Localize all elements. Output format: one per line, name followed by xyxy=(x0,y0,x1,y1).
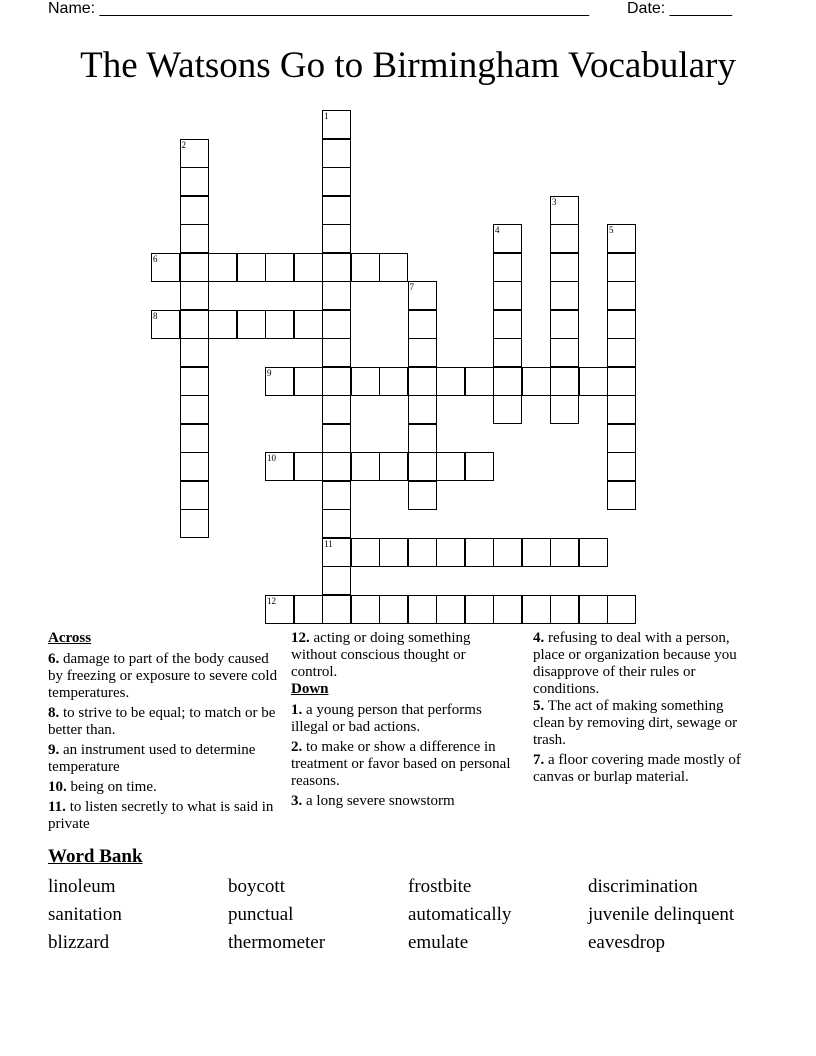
crossword-cell[interactable] xyxy=(607,310,636,339)
crossword-cell[interactable] xyxy=(493,281,522,310)
crossword-cell[interactable] xyxy=(379,595,408,624)
crossword-cell[interactable] xyxy=(180,281,209,310)
crossword-cell[interactable] xyxy=(436,595,465,624)
clue-number-8: 8 xyxy=(153,310,158,321)
crossword-cell[interactable] xyxy=(550,253,579,282)
crossword-cell[interactable] xyxy=(436,538,465,567)
crossword-cell[interactable] xyxy=(465,367,494,396)
clue-down-7: 7. a floor covering made mostly of canvas or burlap material. xyxy=(533,752,741,785)
crossword-cell[interactable] xyxy=(180,395,209,424)
crossword-cell[interactable] xyxy=(379,253,408,282)
crossword-cell[interactable] xyxy=(322,424,351,453)
crossword-cell[interactable] xyxy=(408,452,437,481)
clue-number-4: 4 xyxy=(495,225,500,235)
crossword-cell[interactable] xyxy=(351,367,380,396)
crossword-cell[interactable] xyxy=(180,481,209,510)
crossword-cell[interactable] xyxy=(579,538,608,567)
crossword-cell[interactable] xyxy=(607,595,636,624)
crossword-cell[interactable] xyxy=(607,367,636,396)
clue-down-3: 3. a long severe snowstorm xyxy=(291,793,455,809)
word-bank-item: frostbite xyxy=(408,876,472,897)
crossword-cell[interactable] xyxy=(436,452,465,481)
crossword-cell[interactable] xyxy=(322,196,351,225)
crossword-cell[interactable] xyxy=(180,224,209,253)
crossword-cell[interactable] xyxy=(550,367,579,396)
crossword-cell[interactable] xyxy=(351,595,380,624)
crossword-cell[interactable] xyxy=(351,538,380,567)
crossword-cell[interactable] xyxy=(493,253,522,282)
word-bank-item: thermometer xyxy=(228,932,326,953)
clue-number-5: 5 xyxy=(609,225,614,235)
crossword-cell[interactable] xyxy=(208,310,237,339)
crossword-cell[interactable] xyxy=(322,481,351,510)
crossword-cell[interactable] xyxy=(351,253,380,282)
crossword-cell[interactable] xyxy=(322,367,351,396)
crossword-cell[interactable] xyxy=(322,338,351,367)
clue-across-11: 11. to listen secretly to what is said in private xyxy=(48,799,274,832)
crossword-cell[interactable] xyxy=(294,595,323,624)
crossword-cell[interactable] xyxy=(408,595,437,624)
crossword-cell[interactable] xyxy=(408,395,437,424)
word-bank-item: discrimination xyxy=(588,876,698,897)
crossword-cell[interactable] xyxy=(493,310,522,339)
clue-number-7: 7 xyxy=(409,282,414,292)
word-bank-item: emulate xyxy=(408,932,469,953)
crossword-cell[interactable] xyxy=(408,481,437,510)
crossword-cell[interactable] xyxy=(379,452,408,481)
crossword-cell[interactable] xyxy=(180,452,209,481)
word-bank-title: Word Bank xyxy=(48,846,143,867)
crossword-cell[interactable] xyxy=(607,253,636,282)
crossword-cell[interactable] xyxy=(607,481,636,510)
crossword-cell[interactable] xyxy=(493,395,522,424)
clue-across-6: 6. damage to part of the body caused by freezing or exposure to severe cold temperatures. xyxy=(48,651,278,701)
crossword-cell[interactable] xyxy=(351,452,380,481)
crossword-cell[interactable] xyxy=(180,424,209,453)
clue-number-10: 10 xyxy=(267,453,276,463)
clue-down-4: 4. refusing to deal with a person, place or organization because you disapprove of their rules or conditions. xyxy=(533,630,737,697)
word-bank-item: punctual xyxy=(228,904,294,925)
crossword-cell[interactable] xyxy=(493,338,522,367)
word-bank-item: eavesdrop xyxy=(588,932,666,953)
crossword-cell[interactable] xyxy=(408,538,437,567)
clue-across-9: 9. an instrument used to determine temperature xyxy=(48,742,256,775)
crossword-cell[interactable] xyxy=(550,338,579,367)
crossword-cell[interactable] xyxy=(322,253,351,282)
crossword-cell[interactable] xyxy=(265,253,294,282)
crossword-cell[interactable] xyxy=(180,509,209,538)
crossword-cell[interactable] xyxy=(550,395,579,424)
crossword-cell[interactable] xyxy=(550,538,579,567)
clue-across-8: 8. to strive to be equal; to match or be better than. xyxy=(48,705,276,738)
word-bank-item: automatically xyxy=(408,904,512,925)
crossword-cell[interactable] xyxy=(237,253,266,282)
crossword-cell[interactable] xyxy=(379,538,408,567)
crossword-cell[interactable] xyxy=(465,452,494,481)
clue-across-12: 12. acting or doing something without conscious thought or control. xyxy=(291,630,471,680)
crossword-cell[interactable] xyxy=(436,367,465,396)
crossword-cell[interactable] xyxy=(493,595,522,624)
clue-number-9: 9 xyxy=(267,367,272,378)
clue-number-1: 1 xyxy=(324,111,329,121)
across-heading: Across xyxy=(48,630,92,646)
crossword-cell[interactable] xyxy=(408,367,437,396)
crossword-cell[interactable] xyxy=(322,224,351,253)
word-bank-item: blizzard xyxy=(48,932,110,953)
crossword-cell[interactable] xyxy=(180,367,209,396)
page-title: The Watsons Go to Birmingham Vocabulary xyxy=(80,45,736,86)
word-bank-item: juvenile delinquent xyxy=(588,904,735,925)
crossword-cell[interactable] xyxy=(322,139,351,168)
date-field-label: Date: _______ xyxy=(627,0,732,17)
crossword-cell[interactable] xyxy=(237,310,266,339)
crossword-cell[interactable] xyxy=(607,281,636,310)
crossword-cell[interactable] xyxy=(579,367,608,396)
clue-column-2 xyxy=(291,630,511,813)
clue-column-1 xyxy=(48,630,280,836)
crossword-cell[interactable] xyxy=(180,310,209,339)
crossword-cell[interactable] xyxy=(322,395,351,424)
down-heading: Down xyxy=(291,681,329,697)
crossword-cell[interactable] xyxy=(522,538,551,567)
crossword-cell[interactable] xyxy=(550,224,579,253)
crossword-cell[interactable] xyxy=(493,367,522,396)
crossword-cell[interactable] xyxy=(408,424,437,453)
crossword-cell[interactable] xyxy=(180,167,209,196)
clue-number-2: 2 xyxy=(181,139,186,150)
crossword-cell[interactable] xyxy=(265,310,294,339)
clue-number-3: 3 xyxy=(552,196,557,207)
crossword-cell[interactable] xyxy=(294,367,323,396)
crossword-cell[interactable] xyxy=(550,595,579,624)
crossword-cell[interactable] xyxy=(465,595,494,624)
crossword-cell[interactable] xyxy=(607,452,636,481)
crossword-cell[interactable] xyxy=(322,310,351,339)
crossword-cell[interactable] xyxy=(607,424,636,453)
crossword-cell[interactable] xyxy=(180,253,209,282)
crossword-cell[interactable] xyxy=(522,595,551,624)
word-bank-item: sanitation xyxy=(48,904,122,925)
clue-down-1: 1. a young person that performs illegal or bad actions. xyxy=(291,702,482,735)
crossword-cell[interactable] xyxy=(322,595,351,624)
clue-across-10: 10. being on time. xyxy=(48,779,157,795)
crossword-cell[interactable] xyxy=(322,167,351,196)
crossword-cell[interactable] xyxy=(322,509,351,538)
crossword-cell[interactable] xyxy=(322,566,351,595)
clue-column-3 xyxy=(533,630,758,789)
crossword-cell[interactable] xyxy=(493,538,522,567)
crossword-cell[interactable] xyxy=(379,367,408,396)
crossword-cell[interactable] xyxy=(322,452,351,481)
clue-number-12: 12 xyxy=(267,595,276,606)
crossword-cell[interactable] xyxy=(294,452,323,481)
crossword-cell[interactable] xyxy=(607,395,636,424)
crossword-cell[interactable] xyxy=(522,367,551,396)
crossword-cell[interactable] xyxy=(550,310,579,339)
crossword-cell[interactable] xyxy=(607,338,636,367)
word-bank-item: boycott xyxy=(228,876,285,897)
crossword-cell[interactable] xyxy=(208,253,237,282)
crossword-cell[interactable] xyxy=(465,538,494,567)
clue-down-2: 2. to make or show a difference in treatment or favor based on personal reasons. xyxy=(291,739,511,789)
crossword-cell[interactable] xyxy=(294,310,323,339)
crossword-cell[interactable] xyxy=(180,196,209,225)
name-field-label: Name: _______________________________________________________ xyxy=(48,0,589,17)
crossword-cell[interactable] xyxy=(322,281,351,310)
crossword-cell[interactable] xyxy=(294,253,323,282)
word-bank-item: linoleum xyxy=(48,876,116,897)
crossword-cell[interactable] xyxy=(180,338,209,367)
crossword-cell[interactable] xyxy=(408,338,437,367)
crossword-cell[interactable] xyxy=(408,310,437,339)
clue-down-5: 5. The act of making something clean by removing dirt, sewage or trash. xyxy=(533,698,738,748)
crossword-cell[interactable] xyxy=(579,595,608,624)
clue-number-6: 6 xyxy=(153,253,158,264)
clue-number-11: 11 xyxy=(324,538,333,549)
crossword-cell[interactable] xyxy=(550,281,579,310)
